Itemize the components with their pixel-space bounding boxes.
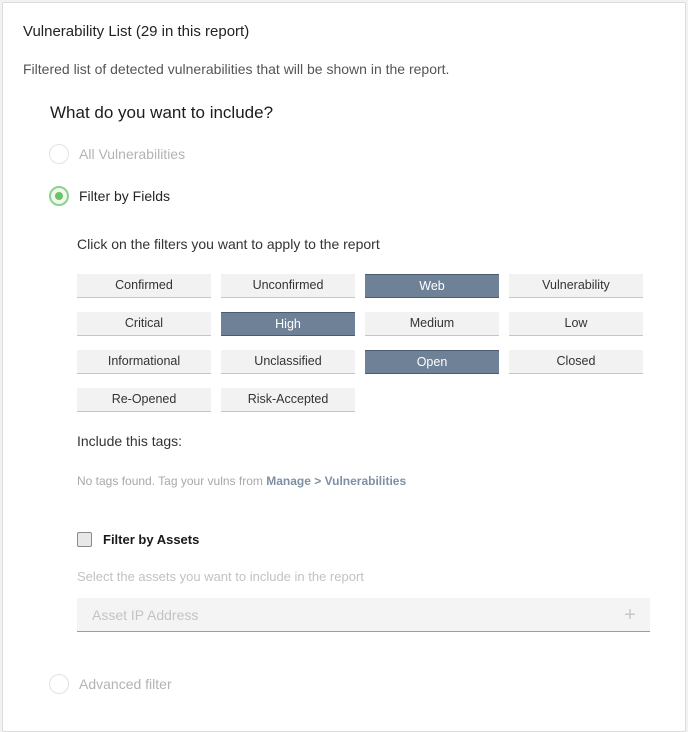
- radio-button-advanced-filter[interactable]: [49, 674, 69, 694]
- filter-chip-grid: [77, 274, 643, 412]
- filter-chip-open[interactable]: Open: [365, 350, 499, 374]
- radio-label-filter-by-fields: Filter by Fields: [79, 188, 171, 204]
- no-tags-text: No tags found. Tag your vulns from: [77, 474, 267, 488]
- filter-by-assets-label: Filter by Assets: [103, 532, 200, 547]
- radio-all-vulnerabilities[interactable]: [49, 144, 185, 164]
- radio-button-filter-by-fields[interactable]: [49, 186, 69, 206]
- radio-label-advanced-filter: Advanced filter: [79, 676, 172, 692]
- filter-chip-confirmed[interactable]: Confirmed: [77, 274, 211, 298]
- filter-chip-risk-accepted[interactable]: Risk-Accepted: [221, 388, 355, 412]
- radio-advanced-filter[interactable]: [49, 674, 172, 694]
- filter-chip-unclassified[interactable]: Unclassified: [221, 350, 355, 374]
- manage-vulnerabilities-link[interactable]: Manage > Vulnerabilities: [266, 474, 407, 488]
- asset-ip-input[interactable]: [77, 598, 610, 631]
- report-section-panel: [2, 2, 686, 732]
- filter-chip-critical[interactable]: Critical: [77, 312, 211, 336]
- section-title: Vulnerability List (29 in this report): [23, 23, 250, 40]
- section-subtitle: Filtered list of detected vulnerabilities that will be shown in the report.: [23, 61, 450, 77]
- no-tags-message: [77, 474, 406, 488]
- filter-chip-medium[interactable]: Medium: [365, 312, 499, 336]
- include-question: What do you want to include?: [50, 103, 274, 122]
- plus-icon[interactable]: +: [624, 603, 636, 626]
- filter-chip-informational[interactable]: Informational: [77, 350, 211, 374]
- filter-chip-re-opened[interactable]: Re-Opened: [77, 388, 211, 412]
- filter-by-assets-row[interactable]: [77, 532, 199, 547]
- filter-by-assets-checkbox[interactable]: [77, 532, 92, 547]
- radio-label-all-vulnerabilities: All Vulnerabilities: [79, 146, 186, 162]
- filter-chip-web[interactable]: Web: [365, 274, 499, 298]
- radio-filter-by-fields[interactable]: [49, 186, 170, 206]
- filters-instructions: Click on the filters you want to apply to the report: [77, 236, 380, 252]
- asset-ip-field: [77, 598, 650, 632]
- radio-button-all-vulnerabilities[interactable]: [49, 144, 69, 164]
- tags-label: Include this tags:: [77, 433, 183, 449]
- filter-chip-closed[interactable]: Closed: [509, 350, 643, 374]
- filter-chip-high[interactable]: High: [221, 312, 355, 336]
- filter-chip-low[interactable]: Low: [509, 312, 643, 336]
- filter-chip-unconfirmed[interactable]: Unconfirmed: [221, 274, 355, 298]
- filter-chip-vulnerability[interactable]: Vulnerability: [509, 274, 643, 298]
- assets-hint: Select the assets you want to include in the report: [77, 569, 364, 584]
